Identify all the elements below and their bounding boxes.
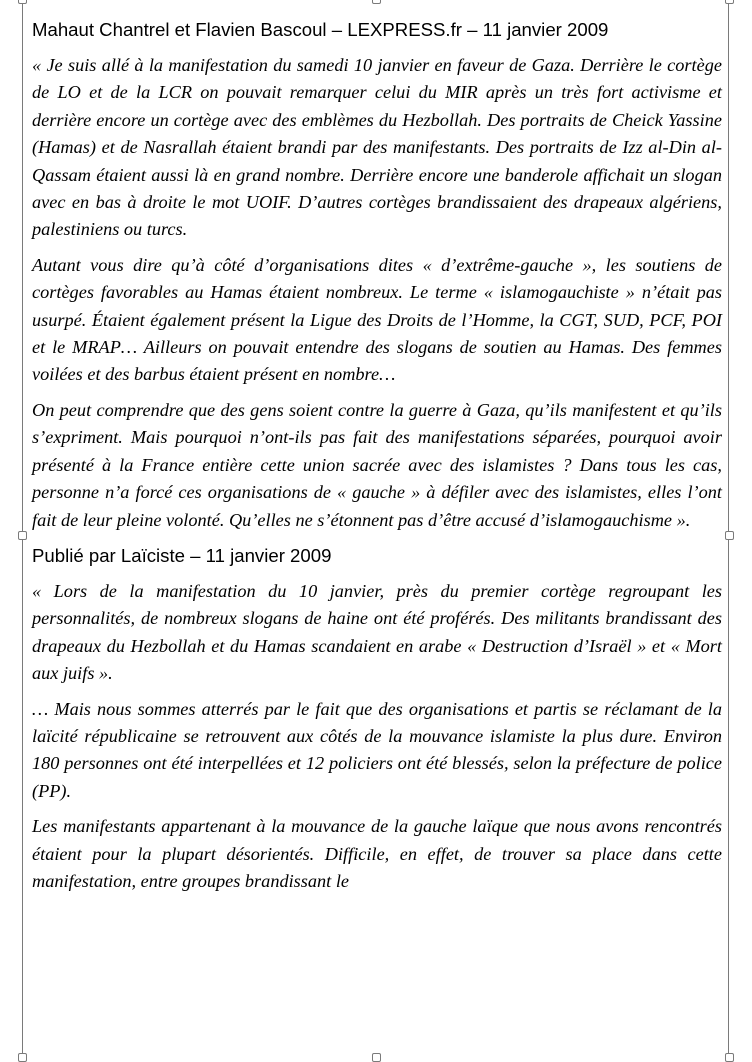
middle-right-handle[interactable] — [725, 531, 734, 540]
middle-left-handle[interactable] — [18, 531, 27, 540]
bottom-left-handle[interactable] — [18, 1053, 27, 1062]
document-body[interactable] — [32, 12, 722, 903]
quote-paragraph: « Lors de la manifestation du 10 janvier, près du premier cortège regroupant les personnalités, de nombreux slogans de haine ont été proférés. Des militants brandissant des drapeaux du Hezbollah et du Hamas scandaient en arabe « Destruction d’Israël » et « Mort aux juifs ». — [32, 580, 722, 684]
top-middle-handle[interactable] — [372, 0, 381, 4]
quote-paragraph: « Je suis allé à la manifestation du samedi 10 janvier en faveur de Gaza. Derrière le cortège de LO et de la LCR on pouvait remarquer celui du MIR après un très fort activisme et derrière encore un cortège avec des emblèmes du Hezbollah. Des portraits de Cheick Yassine (Hamas) et de Nasrallah étaient brandi par des manifestants. Des portraits de Izz al-Din al-Qassam étaient aussi là en grand nombre. Derrière encore une banderole affichait un slogan avec en bas à droite le mot UOIF. D’autres cortèges brandissaient des drapeaux algériens, palestiniens ou turcs. — [32, 55, 722, 240]
quote-paragraph: … Mais nous sommes atterrés par le fait que des organisations et partis se réclamant de la laïcité républicaine se retrouvent aux côtés de la mouvance islamiste la plus dure. Environ 180 personnes ont été interpellées et 12 policiers ont été blessés, selon la préfecture de police (PP). — [32, 698, 722, 801]
source-heading-lexpress: Mahaut Chantrel et Flavien Bascoul – LEXPRESS.fr – 11 janvier 2009 — [32, 19, 609, 40]
quote-paragraph: On peut comprendre que des gens soient contre la guerre à Gaza, qu’ils manifestent et qu’ils s’expriment. Mais pourquoi n’ont-ils pas fait des manifestations séparées, pourquoi avoir présenté à la France entière cette union sacrée avec des islamistes ? Dans tous les cas, personne n’a forcé ces organisations de « gauche » à défiler avec des islamistes, elles l’ont fait de leur pleine volonté. Qu’elles ne s’étonnent pas d’être accusé d’islamogauchisme ». — [32, 399, 722, 530]
top-left-handle[interactable] — [18, 0, 27, 4]
top-right-handle[interactable] — [725, 0, 734, 4]
quote-paragraph: Autant vous dire qu’à côté d’organisations dites « d’extrême-gauche », les soutiens de cortèges favorables au Hamas étaient nombreux. Le terme « islamogauchiste » n’était pas usurpé. Étaient également présent la Ligue des Droits de l’Homme, la CGT, SUD, PCF, POI et le MRAP… Ailleurs on pouvait entendre des slogans de soutien au Hamas. Des femmes voilées et des barbus étaient présent en nombre… — [32, 254, 722, 385]
quote-paragraph: Les manifestants appartenant à la mouvance de la gauche laïque que nous avons rencontrés étaient pour la plupart désorientés. Difficile, en effet, de trouver sa place dans cette manifestation, entre groupes brandissant le — [32, 816, 722, 891]
bottom-right-handle[interactable] — [725, 1053, 734, 1062]
source-heading-laiciste: Publié par Laïciste – 11 janvier 2009 — [32, 544, 332, 566]
bottom-middle-handle[interactable] — [372, 1053, 381, 1062]
